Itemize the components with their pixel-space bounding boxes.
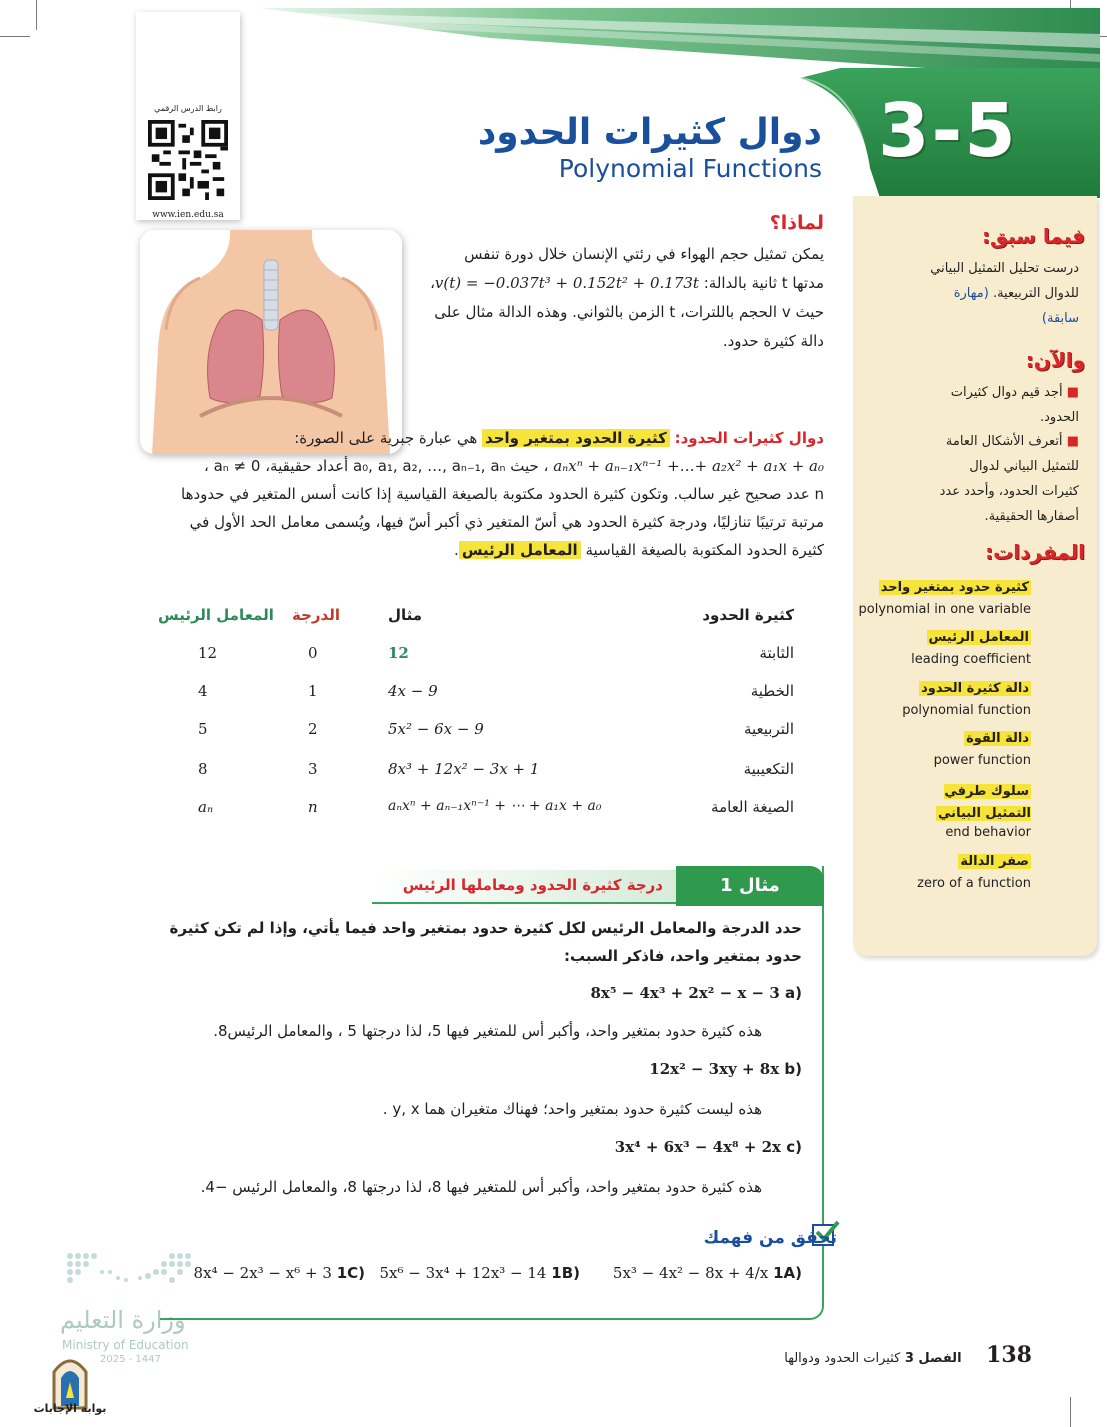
answers-portal-label[interactable]: بوابة الإجابات <box>33 1402 107 1415</box>
table-row <box>150 682 810 720</box>
part-expression: 12x² − 3xy + 8x <box>649 1060 780 1078</box>
sidebar-vocab-heading: المفردات: <box>985 540 1085 564</box>
vocab-term-en: polynomial in one variable <box>858 602 1031 617</box>
why-formula: v(t) = −0.037t³ + 0.152t² + 0.173t <box>434 274 699 292</box>
vocab-term-en: zero of a function <box>917 876 1031 891</box>
ministry-name-english: Ministry of Education <box>62 1338 189 1352</box>
vocab-term-en: polynomial function <box>902 703 1031 718</box>
row-leading-coefficient: 5 <box>198 720 208 738</box>
sidebar <box>853 196 1097 956</box>
table-header-example: مثال <box>388 606 423 624</box>
definition-line: n عدد صحيح غير سالب. وتكون كثيرة الحدود مكتوبة بالصيغة القياسية إذا كانت أسس المتغير في حدودها مرتبة ترتيبًا تنازليًا، ودرجة كثيرة الحدود هي أسّ المتغير ذي أكبر أسّ فيها، ويُسمى معامل الحد الأول في كثيرة الحدود المكتوبة بالصيغة القياسية المعامل الرئيس. <box>181 485 824 559</box>
check-label: (1C <box>336 1264 365 1282</box>
vocab-term-ar: المعامل الرئيس <box>928 630 1029 645</box>
page-number: 138 <box>986 1342 1032 1368</box>
definition-text: n عدد صحيح غير سالب. وتكون كثيرة الحدود مكتوبة بالصيغة القياسية إذا كانت أسس المتغير في حدودها مرتبة ترتيبًا تنازليًا، ودرجة كثيرة الحدود هي أسّ المتغير ذي أكبر أسّ فيها، ويُسمى معامل الحد الأول في كثيرة الحدود المكتوبة بالصيغة القياسية <box>181 485 824 559</box>
why-line: دالة كثيرة حدود. <box>722 332 824 350</box>
row-degree: 3 <box>308 760 318 778</box>
row-type: التكعيبية <box>743 760 794 778</box>
why-heading: لماذا؟ <box>769 212 824 234</box>
example-answer: هذه ليست كثيرة حدود بمتغير واحد؛ فهناك متغيران هما y, x . <box>382 1100 762 1118</box>
table-header-leading-coefficient: المعامل الرئيس <box>158 606 274 624</box>
crop-mark <box>1070 1397 1071 1427</box>
chapter-label: الفصل 3 <box>904 1351 962 1366</box>
part-label: (b <box>784 1060 802 1078</box>
chapter-title: كثيرات الحدود ودوالها <box>784 1351 901 1366</box>
check-understanding-heading: تحقق من فهمك <box>703 1228 837 1248</box>
part-expression: 8x⁵ − 4x³ + 2x² − x − 3 <box>590 984 780 1002</box>
row-example: 4x − 9 <box>388 682 438 700</box>
check-label: (1A <box>773 1264 802 1282</box>
row-degree: 1 <box>308 682 318 700</box>
ministry-name-arabic: وزارة التعليم <box>60 1306 186 1334</box>
definition-line <box>154 452 824 480</box>
definition-term: المعامل الرئيس <box>459 541 581 559</box>
example-part <box>615 1138 802 1156</box>
general-form-formula: aₙxⁿ + aₙ₋₁xⁿ⁻¹ +…+ a₂x² + a₁x + a₀ <box>553 457 824 475</box>
sidebar-prior-text <box>919 256 1079 331</box>
example-answer: هذه كثيرة حدود بمتغير واحد، وأكبر أس للمتغير فيها 5، لذا درجتها 5 ، والمعامل الرئيس8. <box>213 1022 762 1040</box>
vocab-term-ar: كثيرة حدود بمتغير واحد <box>880 580 1029 595</box>
row-example: 12 <box>388 644 409 662</box>
table-header-degree: الدرجة <box>292 606 340 624</box>
vocab-term-en: end behavior <box>945 825 1031 840</box>
definition-label: دوال كثيرات الحدود: <box>674 429 824 447</box>
row-type: الخطية <box>750 682 794 700</box>
check-expression: 8x⁴ − 2x³ − x⁶ + 3 <box>193 1264 332 1282</box>
why-line: حيث v الحجم باللترات، t الزمن بالثواني. وهذه الدالة مثال على <box>434 303 824 321</box>
example-prompt: حدد الدرجة والمعامل الرئيس لكل كثيرة حدود بمتغير واحد فيما يأتي، وإذا لم تكن كثيرة حدود بمتغير واحد، فاذكر السبب: <box>169 919 802 965</box>
definition-paragraph <box>154 424 824 564</box>
lesson-number: 3-5 <box>878 88 1018 174</box>
row-leading-coefficient: 4 <box>198 682 208 700</box>
part-label: (a <box>785 984 802 1002</box>
row-example: 5x² − 6x − 9 <box>388 720 484 738</box>
row-leading-coefficient: 8 <box>198 760 208 778</box>
why-line: يمكن تمثيل حجم الهواء في رئتي الإنسان خلال دورة تنفس <box>464 245 824 263</box>
example-part <box>591 984 803 1002</box>
vocab-term-ar: صفر الدالة <box>960 854 1029 869</box>
example-title: درجة كثيرة الحدود ومعاملها الرئيس <box>402 876 663 894</box>
vocab-term-ar: سلوك طرفي التمثيل البياني <box>938 784 1031 821</box>
prior-text: درست تحليل التمثيل البياني للدوال التربيعية. <box>930 261 1079 301</box>
prior-skill-link[interactable]: (مهارة سابقة) <box>953 286 1079 326</box>
lungs-illustration <box>140 230 402 454</box>
table-row <box>150 760 810 798</box>
qr-url[interactable]: www.ien.edu.sa <box>152 210 224 220</box>
qr-card[interactable] <box>136 12 240 220</box>
vocab-term-ar: دالة كثيرة الحدود <box>921 681 1029 696</box>
page-footer <box>784 1342 1032 1368</box>
ministry-year: 2025 - 1447 <box>100 1354 161 1365</box>
table-row <box>150 798 810 836</box>
definition-term: كثيرة الحدود بمتغير واحد <box>482 429 670 447</box>
table-row <box>150 644 810 682</box>
page-title-arabic: دوال كثيرات الحدود <box>477 112 822 153</box>
example-answer: هذه كثيرة حدود بمتغير واحد، وأكبر أس للمتغير فيها 8، لذا درجتها 8، والمعامل الرئيس −4. <box>200 1178 762 1196</box>
vocab-term-en: power function <box>933 753 1031 768</box>
why-paragraph <box>424 240 824 356</box>
row-leading-coefficient: 12 <box>198 644 218 662</box>
crop-mark <box>0 36 30 37</box>
why-line: مدتها t ثانية بالدالة: v(t) = −0.037t³ + 0.152t² + 0.173t، <box>430 274 824 292</box>
now-item-text: أجد قيم دوال كثيرات الحدود. <box>950 385 1079 425</box>
example-part <box>649 1060 802 1078</box>
example-tab: مثال 1 <box>676 866 824 906</box>
sidebar-now-item: ■ أتعرف الأشكال العامة للتمثيل البياني لدوال كثيرات الحدود، وأحدد عدد أصفارها الحقيقية. <box>939 434 1079 524</box>
definition-line <box>154 424 824 452</box>
sidebar-now-heading: والآن: <box>1025 348 1085 372</box>
row-example: 8x³ + 12x² − 3x + 1 <box>388 760 540 778</box>
part-label: (c <box>786 1138 802 1156</box>
crop-mark <box>36 0 37 30</box>
check-expression: 5x⁶ − 3x⁴ + 12x³ − 14 <box>379 1264 547 1282</box>
check-item <box>379 1264 580 1282</box>
table-row <box>150 720 810 758</box>
check-expression: 5x³ − 4x² − 8x + 4/x <box>612 1264 769 1282</box>
definition-text: هي عبارة جبرية على الصورة: <box>294 429 478 447</box>
row-degree: n <box>308 798 318 816</box>
now-item-text: أتعرف الأشكال العامة للتمثيل البياني لدوال كثيرات الحدود، وأحدد عدد أصفارها الحقيقية. <box>939 434 1079 524</box>
vocab-term-ar: دالة القوة <box>966 731 1029 746</box>
part-expression: 3x⁴ + 6x³ − 4x⁸ + 2x <box>614 1138 781 1156</box>
row-example: aₙxⁿ + aₙ₋₁xⁿ⁻¹ + ⋯ + a₁x + a₀ <box>388 798 602 814</box>
vocab-term-en: leading coefficient <box>911 652 1031 667</box>
row-type: التربيعية <box>743 720 794 738</box>
sidebar-now-item: ■ أجد قيم دوال كثيرات الحدود. <box>950 385 1079 425</box>
row-type: الصيغة العامة <box>711 798 794 816</box>
lungs-image <box>140 230 402 454</box>
row-degree: 2 <box>308 720 318 738</box>
check-item <box>613 1264 802 1282</box>
row-type: الثابتة <box>759 644 794 662</box>
table-header-name: كثيرة الحدود <box>702 606 794 624</box>
row-degree: 0 <box>308 644 318 662</box>
row-leading-coefficient: aₙ <box>198 798 214 816</box>
sidebar-prior-heading: فيما سبق: <box>982 224 1085 248</box>
qr-label: رابط الدرس الرقمي <box>154 104 222 113</box>
page-title-english: Polynomial Functions <box>558 154 822 183</box>
definition-text: ، حيث a₀, a₁, a₂, …, aₙ₋₁, aₙ أعداد حقيقية، aₙ ≠ 0 ، <box>203 457 549 475</box>
check-label: (1B <box>551 1264 580 1282</box>
qr-code[interactable] <box>148 115 228 205</box>
